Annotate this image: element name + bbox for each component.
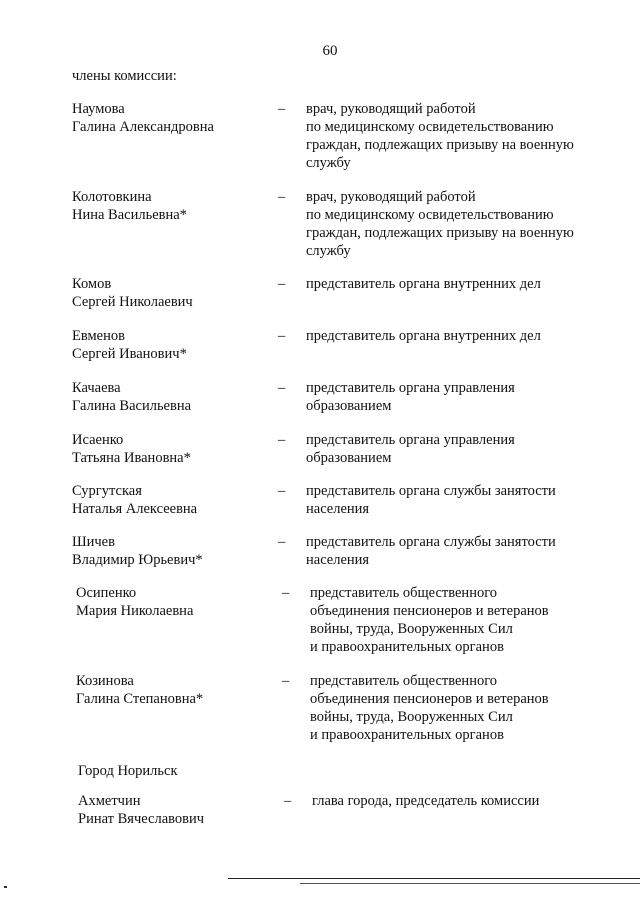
dash-separator: –	[278, 101, 286, 117]
member-role	[306, 431, 606, 467]
role-line: образованием	[306, 450, 392, 466]
dash-separator: –	[278, 380, 286, 396]
role-line: по медицинскому освидетельствованию	[306, 119, 554, 135]
member-surname: Наумова	[72, 101, 125, 117]
role-line: представитель органа управления	[306, 380, 515, 396]
member-name	[72, 379, 272, 415]
member-role	[306, 188, 606, 260]
bottom-scan-rule-secondary	[300, 883, 640, 884]
bottom-scan-rule	[228, 878, 640, 879]
role-line: населения	[306, 552, 370, 568]
member-role	[310, 584, 610, 656]
member-name	[72, 431, 272, 467]
member-name	[72, 188, 272, 224]
city-heading: Город Норильск	[78, 763, 178, 779]
member-given-names: Галина Васильевна	[72, 398, 192, 414]
dash-separator: –	[278, 483, 286, 499]
chair-given-names: Ринат Вячеславович	[78, 811, 205, 827]
chair-surname: Ахметчин	[78, 793, 141, 809]
member-role	[310, 672, 610, 744]
member-role	[306, 482, 606, 518]
dash-separator: –	[278, 432, 286, 448]
member-name	[76, 584, 276, 620]
chair-role	[312, 792, 612, 810]
dash-separator: –	[278, 189, 286, 205]
role-line: объединения пенсионеров и ветеранов	[310, 603, 549, 619]
role-line: и правоохранительных органов	[310, 639, 504, 655]
role-line: врач, руководящий работой	[306, 189, 476, 205]
role-line: представитель общественного	[310, 585, 498, 601]
role-line: представитель органа службы занятости	[306, 483, 556, 499]
role-line: представитель органа внутренних дел	[306, 276, 541, 292]
dash-separator: –	[278, 276, 286, 292]
member-surname: Сургутская	[72, 483, 142, 499]
member-role	[306, 327, 606, 345]
role-line: представитель органа службы занятости	[306, 534, 556, 550]
commission-members-heading: члены комиссии:	[72, 68, 177, 84]
role-line: граждан, подлежащих призыву на военную	[306, 225, 574, 241]
member-name	[72, 100, 272, 136]
member-name	[72, 533, 272, 569]
page-number: 60	[322, 43, 338, 59]
role-line: и правоохранительных органов	[310, 727, 504, 743]
member-surname: Комов	[72, 276, 112, 292]
role-line: граждан, подлежащих призыву на военную	[306, 137, 574, 153]
member-name	[72, 482, 272, 518]
member-surname: Шичев	[72, 534, 115, 550]
member-role	[306, 533, 606, 569]
role-line: войны, труда, Вооруженных Сил	[310, 709, 513, 725]
role-line: глава города, председатель комиссии	[312, 793, 540, 809]
member-surname: Исаенко	[72, 432, 124, 448]
member-given-names: Сергей Николаевич	[72, 294, 193, 310]
dash-separator: –	[278, 534, 286, 550]
dash-separator: –	[284, 793, 292, 809]
member-given-names: Владимир Юрьевич*	[72, 552, 203, 568]
dash-separator: –	[282, 673, 290, 689]
scan-speck	[4, 886, 7, 888]
member-name	[76, 672, 276, 708]
role-line: врач, руководящий работой	[306, 101, 476, 117]
member-given-names: Галина Александровна	[72, 119, 214, 135]
role-line: представитель органа внутренних дел	[306, 328, 541, 344]
member-name	[72, 327, 272, 363]
role-line: образованием	[306, 398, 392, 414]
role-line: представитель органа управления	[306, 432, 515, 448]
member-role	[306, 275, 606, 293]
member-surname: Качаева	[72, 380, 121, 396]
member-surname: Осипенко	[76, 585, 137, 601]
member-surname: Козинова	[76, 673, 134, 689]
member-given-names: Наталья Алексеевна	[72, 501, 198, 517]
member-role	[306, 379, 606, 415]
member-given-names: Галина Степановна*	[76, 691, 204, 707]
member-role	[306, 100, 606, 172]
dash-separator: –	[282, 585, 290, 601]
role-line: по медицинскому освидетельствованию	[306, 207, 554, 223]
member-surname: Евменов	[72, 328, 125, 344]
chair-name	[78, 792, 278, 828]
member-given-names: Нина Васильевна*	[72, 207, 187, 223]
role-line: войны, труда, Вооруженных Сил	[310, 621, 513, 637]
member-name	[72, 275, 272, 311]
member-given-names: Сергей Иванович*	[72, 346, 187, 362]
dash-separator: –	[278, 328, 286, 344]
member-given-names: Мария Николаевна	[76, 603, 194, 619]
role-line: службу	[306, 243, 351, 259]
member-given-names: Татьяна Ивановна*	[72, 450, 191, 466]
member-surname: Колотовкина	[72, 189, 152, 205]
role-line: населения	[306, 501, 370, 517]
role-line: представитель общественного	[310, 673, 498, 689]
role-line: объединения пенсионеров и ветеранов	[310, 691, 549, 707]
role-line: службу	[306, 155, 351, 171]
